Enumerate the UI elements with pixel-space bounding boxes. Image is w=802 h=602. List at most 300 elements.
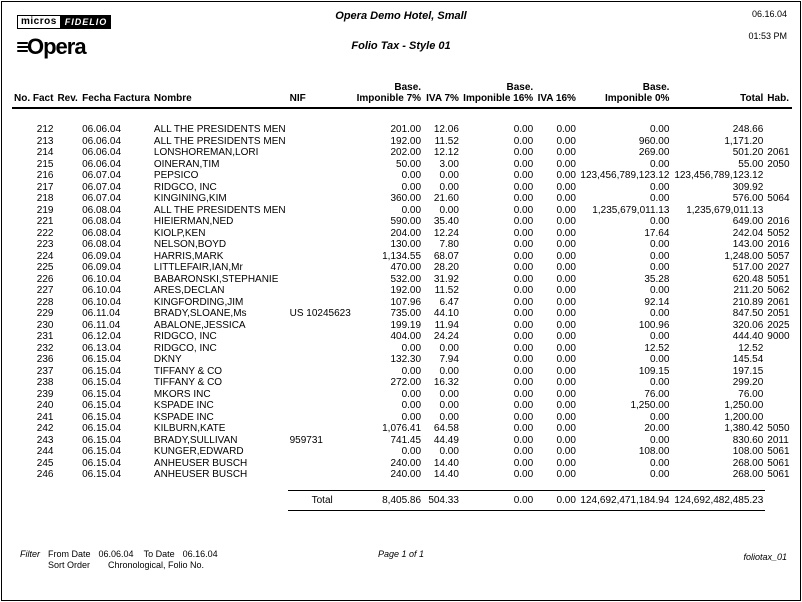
table-cell: 197.15 <box>732 365 764 377</box>
sort-order-label: Sort Order <box>48 560 91 570</box>
table-cell: 1,134.55 <box>382 250 422 262</box>
table-cell: MKORS INC <box>153 388 211 400</box>
table-cell: 06.09.04 <box>82 262 122 273</box>
table-cell: BRADY,SLOANE,Ms <box>153 308 247 319</box>
table-row <box>12 262 792 274</box>
table-cell: 44.10 <box>433 308 459 319</box>
table-cell: 12.24 <box>433 227 459 239</box>
table-cell <box>288 216 354 228</box>
table-cell: 06.06.04 <box>82 158 122 170</box>
table-cell <box>55 400 80 412</box>
table-cell: 68.07 <box>433 250 459 262</box>
column-header: Base. <box>642 82 670 93</box>
table-cell <box>765 412 792 424</box>
table-cell: 0.00 <box>439 181 459 193</box>
table-cell: 959731 <box>289 434 323 446</box>
spacer-cell <box>288 481 354 491</box>
table-cell <box>288 159 354 171</box>
table-cell <box>55 458 80 470</box>
total-cell: 8,405.86 <box>354 490 424 510</box>
table-cell: HARRIS,MARK <box>153 250 224 262</box>
total-cell: 504.33 <box>423 490 461 510</box>
table-row <box>12 389 792 401</box>
table-cell: KINGINING,KIM <box>153 193 227 204</box>
table-cell: 0.00 <box>513 377 534 388</box>
table-cell: 0.00 <box>556 388 576 400</box>
table-cell: RIDGCO, INC <box>153 331 217 342</box>
table-cell: 76.00 <box>738 388 764 400</box>
table-cell <box>55 285 80 297</box>
column-header <box>423 82 461 93</box>
table-cell: 532.00 <box>390 273 422 285</box>
table-cell: 2061 <box>767 296 790 308</box>
table-cell: 0.00 <box>556 158 576 170</box>
table-cell: 246 <box>36 469 54 480</box>
table-cell: 210.89 <box>732 296 764 308</box>
table-cell: BRADY,SULLIVAN <box>153 434 238 446</box>
column-header: No. Fact <box>12 93 55 108</box>
table-cell <box>288 170 354 182</box>
to-date-value: 06.16.04 <box>182 549 218 559</box>
table-cell: ANHEUSER BUSCH <box>153 469 248 480</box>
table-cell: 0.00 <box>556 147 576 158</box>
table-cell: 0.00 <box>439 170 459 181</box>
column-header <box>765 82 792 93</box>
table-cell: ALL THE PRESIDENTS MEN <box>153 135 286 147</box>
table-row <box>12 228 792 240</box>
table-cell: 06.15.04 <box>82 400 122 411</box>
table-cell: 241 <box>36 411 54 423</box>
table-cell: 0.00 <box>556 135 576 147</box>
table-cell: 590.00 <box>390 216 422 227</box>
table-cell: 132.30 <box>390 354 422 365</box>
table-cell: RIDGCO, INC <box>153 342 217 354</box>
table-cell: 2025 <box>767 319 790 331</box>
table-cell: 216 <box>36 170 54 181</box>
table-cell: 11.94 <box>434 319 459 331</box>
table-cell: 0.00 <box>401 204 422 216</box>
table-cell: 0.00 <box>513 147 534 158</box>
total-cell <box>80 490 152 510</box>
table-cell: 649.00 <box>732 216 764 227</box>
table-cell <box>765 170 792 182</box>
table-cell: 76.00 <box>644 388 670 400</box>
table-cell: 14.40 <box>433 457 459 469</box>
table-cell: 0.00 <box>513 388 534 400</box>
table-row <box>12 82 792 93</box>
table-cell: 109.15 <box>638 365 670 377</box>
table-cell <box>55 274 80 286</box>
table-cell: 847.50 <box>732 308 764 319</box>
table-cell: 0.00 <box>513 365 534 377</box>
table-cell: 108.00 <box>638 446 670 457</box>
table-cell: 0.00 <box>556 308 576 319</box>
column-header: Rev. <box>55 93 80 108</box>
table-row <box>12 205 792 217</box>
table-cell: 2061 <box>767 147 790 158</box>
table-cell: 50.00 <box>396 158 422 170</box>
table-cell: 272.00 <box>390 377 422 388</box>
table-row <box>12 239 792 251</box>
table-cell <box>55 354 80 366</box>
table-cell: 0.00 <box>649 262 670 273</box>
table-cell: 309.92 <box>732 181 764 193</box>
table-cell: 0.00 <box>649 285 670 296</box>
from-date-value: 06.06.04 <box>98 549 134 559</box>
table-cell: 06.08.04 <box>82 239 122 250</box>
table-cell: 0.00 <box>556 365 576 377</box>
table-cell: LITTLEFAIR,IAN,Mr <box>153 262 243 273</box>
table-cell: 218 <box>36 193 54 204</box>
table-cell <box>288 400 354 412</box>
table-cell: 243 <box>36 434 54 446</box>
table-cell: 1,171.20 <box>724 135 764 147</box>
table-cell: 0.00 <box>513 469 534 480</box>
sort-order-line <box>48 560 218 571</box>
table-cell <box>288 412 354 424</box>
table-cell: 735.00 <box>390 308 422 319</box>
table-cell: 5061 <box>767 457 790 469</box>
table-cell: 228 <box>36 296 54 308</box>
table-cell: ABALONE,JESSICA <box>153 319 246 331</box>
table-cell: 0.00 <box>513 227 534 239</box>
spacer-cell <box>354 481 424 491</box>
table-cell <box>288 182 354 194</box>
table-cell <box>55 320 80 332</box>
table-cell: 404.00 <box>390 331 422 342</box>
table-cell: 230 <box>36 319 54 331</box>
table-cell: 320.06 <box>732 319 764 331</box>
table-cell <box>288 354 354 366</box>
table-cell: 229 <box>36 308 54 319</box>
table-cell: 0.00 <box>401 170 422 181</box>
micros-logo-text: micros <box>17 15 61 29</box>
table-cell: 0.00 <box>513 193 534 204</box>
table-row <box>12 93 792 108</box>
table-cell: 123,456,789,123.12 <box>580 170 670 181</box>
table-row <box>12 423 792 435</box>
table-cell: 238 <box>36 377 54 388</box>
table-cell <box>55 205 80 217</box>
table-cell <box>765 366 792 378</box>
table-cell: 225 <box>36 262 54 273</box>
column-header: Imponible 7% <box>354 93 424 108</box>
table-cell: 0.00 <box>439 388 459 400</box>
total-cell: 0.00 <box>535 490 578 510</box>
table-cell: 7.94 <box>439 354 459 365</box>
spacer-cell <box>80 481 152 491</box>
table-cell <box>288 228 354 240</box>
table-cell <box>55 251 80 263</box>
table-cell: 0.00 <box>556 273 576 285</box>
table-cell: 2051 <box>767 308 790 319</box>
table-cell: 0.00 <box>556 204 576 216</box>
table-cell: 17.64 <box>644 227 670 239</box>
table-cell <box>288 108 354 136</box>
table-row <box>12 147 792 159</box>
table-cell <box>55 182 80 194</box>
table-cell: 0.00 <box>556 400 576 411</box>
table-cell: 248.66 <box>732 124 764 135</box>
table-cell: 0.00 <box>556 446 576 457</box>
table-cell: 0.00 <box>439 365 459 377</box>
table-cell: 299.20 <box>732 377 764 388</box>
total-row <box>12 490 792 510</box>
column-header <box>288 82 354 93</box>
total-cell <box>765 490 792 510</box>
table-cell: TIFFANY & CO <box>153 377 223 388</box>
table-cell <box>55 331 80 343</box>
table-cell: 0.00 <box>649 469 670 480</box>
table-cell: 0.00 <box>556 181 576 193</box>
table-cell: KSPADE INC <box>153 400 214 411</box>
table-cell: 06.13.04 <box>82 342 122 354</box>
table-row <box>12 285 792 297</box>
table-cell: 1,380.42 <box>724 423 764 434</box>
table-cell: 06.08.04 <box>82 227 122 239</box>
table-cell: 224 <box>36 250 54 262</box>
table-cell: 11.52 <box>434 285 459 296</box>
table-cell: 12.06 <box>433 124 459 135</box>
table-row <box>12 377 792 389</box>
table-cell <box>288 458 354 470</box>
table-cell: 35.28 <box>644 273 670 285</box>
table-cell: 1,076.41 <box>382 423 422 434</box>
table-cell <box>55 423 80 435</box>
table-cell: 192.00 <box>390 135 422 147</box>
table-cell: OINERAN,TIM <box>153 158 220 170</box>
table-head <box>12 82 792 108</box>
table-cell: 0.00 <box>401 342 422 354</box>
table-cell: 0.00 <box>439 411 459 423</box>
table-cell: 06.07.04 <box>82 193 122 204</box>
report-id: foliotax_01 <box>743 552 787 562</box>
table-cell: 7.80 <box>439 239 459 250</box>
table-row <box>12 182 792 194</box>
from-date-label: From Date <box>48 549 91 559</box>
column-header: Hab. <box>765 93 792 108</box>
column-header: Total <box>671 93 765 108</box>
table-cell <box>288 377 354 389</box>
table-cell: ALL THE PRESIDENTS MEN <box>153 204 286 216</box>
table-cell: 31.92 <box>433 273 459 285</box>
table-cell <box>55 170 80 182</box>
table-body <box>12 108 792 481</box>
table-cell: 06.06.04 <box>82 147 122 158</box>
table-cell: 55.00 <box>738 158 764 170</box>
table-cell: 0.00 <box>513 216 534 227</box>
table-cell: 06.08.04 <box>82 204 122 216</box>
table-cell: 0.00 <box>513 239 534 250</box>
table-cell: 06.15.04 <box>82 365 122 377</box>
table-cell: 0.00 <box>513 446 534 457</box>
table-cell: 470.00 <box>390 262 422 273</box>
table-cell: 06.15.04 <box>82 457 122 469</box>
table-cell: 06.08.04 <box>82 216 122 227</box>
table-row <box>12 481 792 491</box>
table-cell: 6.47 <box>439 296 459 308</box>
table-cell <box>765 182 792 194</box>
column-header <box>80 82 152 93</box>
table-cell <box>765 205 792 217</box>
table-cell: 100.96 <box>638 319 670 331</box>
table-cell <box>288 251 354 263</box>
table-row <box>12 446 792 458</box>
table-cell: 0.00 <box>513 181 534 193</box>
table-cell: 0.00 <box>513 158 534 170</box>
table-cell: 0.00 <box>556 262 576 273</box>
table-cell: 0.00 <box>439 446 459 457</box>
table-cell <box>288 320 354 332</box>
table-cell: US 10245623 <box>289 308 351 319</box>
folio-tax-table <box>12 82 792 511</box>
table-row <box>12 108 792 136</box>
table-cell: 242 <box>36 423 54 434</box>
table-cell: 0.00 <box>513 250 534 262</box>
table-cell: 960.00 <box>638 135 670 147</box>
table-cell: 14.40 <box>433 469 459 480</box>
column-header <box>535 82 578 93</box>
table-row <box>12 412 792 424</box>
table-cell: 0.00 <box>556 423 576 434</box>
table-cell <box>765 343 792 355</box>
table-row <box>12 170 792 182</box>
table-cell: 06.11.04 <box>82 319 121 331</box>
table-cell: 2016 <box>767 216 790 227</box>
table-row <box>12 400 792 412</box>
table-cell: 741.45 <box>390 434 422 446</box>
column-header: IVA 16% <box>535 93 578 108</box>
column-header: Imponible 0% <box>578 93 671 108</box>
table-row <box>12 216 792 228</box>
print-date: 06.16.04 <box>751 9 787 19</box>
table-foot <box>12 481 792 511</box>
table-cell <box>288 423 354 435</box>
table-cell <box>55 366 80 378</box>
table-cell: 0.00 <box>556 216 576 227</box>
table-cell: 192.00 <box>390 285 422 296</box>
table-cell <box>55 412 80 424</box>
table-cell: 1,250.00 <box>630 400 670 411</box>
table-cell <box>288 274 354 286</box>
table-cell: 0.00 <box>513 342 534 354</box>
table-cell <box>55 377 80 389</box>
table-cell: 0.00 <box>556 411 576 423</box>
table-cell: 0.00 <box>513 457 534 469</box>
table-cell: 143.00 <box>732 239 764 250</box>
table-cell: 0.00 <box>556 124 576 135</box>
table-cell <box>288 366 354 378</box>
total-cell: 0.00 <box>461 490 535 510</box>
total-cell <box>152 490 288 510</box>
table-cell: KUNGER,EDWARD <box>153 446 244 457</box>
table-cell: 0.00 <box>513 331 534 342</box>
table-cell: 0.00 <box>556 250 576 262</box>
spacer-cell <box>461 481 535 491</box>
table-row <box>12 458 792 470</box>
table-cell: BABARONSKI,STEPHANIE <box>153 273 279 285</box>
table-cell: 5061 <box>767 446 790 457</box>
table-cell: 236 <box>36 354 54 365</box>
spacer-cell <box>152 481 288 491</box>
table-cell: 239 <box>36 388 54 400</box>
table-cell: 576.00 <box>732 193 764 204</box>
table-cell: 06.11.04 <box>82 308 121 319</box>
table-cell <box>288 285 354 297</box>
table-cell: 231 <box>36 331 54 342</box>
table-cell: 35.40 <box>433 216 459 227</box>
table-row <box>12 297 792 309</box>
fidelio-logo-text: FIDELIO <box>61 15 112 29</box>
table-cell <box>288 469 354 481</box>
spacer-cell <box>535 481 578 491</box>
table-cell: 06.15.04 <box>82 388 122 400</box>
table-cell <box>288 331 354 343</box>
column-header <box>152 82 288 93</box>
table-cell <box>55 147 80 159</box>
table-cell: 360.00 <box>390 193 422 204</box>
total-cell <box>55 490 80 510</box>
table-cell: 0.00 <box>556 342 576 354</box>
table-cell <box>765 136 792 148</box>
table-cell: 245 <box>36 457 54 469</box>
table-cell: 1,250.00 <box>724 400 764 411</box>
table-cell: 28.20 <box>433 262 459 273</box>
table-cell: 0.00 <box>439 400 459 411</box>
print-time: 01:53 PM <box>748 31 787 41</box>
table-cell <box>55 136 80 148</box>
table-row <box>12 354 792 366</box>
table-cell: 5050 <box>767 423 790 434</box>
spacer-cell <box>765 481 792 491</box>
column-header: Fecha Factura <box>80 93 152 108</box>
table-cell: 108.00 <box>732 446 764 457</box>
table-cell: 0.00 <box>513 423 534 434</box>
table-cell: ALL THE PRESIDENTS MEN <box>153 124 286 135</box>
table-cell: 0.00 <box>649 216 670 227</box>
table-cell: 0.00 <box>513 411 534 423</box>
table-cell: 232 <box>36 342 54 354</box>
table-cell: KIOLP,KEN <box>153 227 206 239</box>
column-header: IVA 7% <box>423 93 461 108</box>
table-cell <box>55 159 80 171</box>
table-cell: 213 <box>36 135 54 147</box>
table-cell: 06.06.04 <box>82 124 122 135</box>
table-cell <box>288 446 354 458</box>
table-cell: 06.07.04 <box>82 170 122 181</box>
table-row <box>12 193 792 205</box>
table-cell: 24.24 <box>433 331 459 342</box>
table-cell: 223 <box>36 239 54 250</box>
table-cell: 517.00 <box>732 262 764 273</box>
table-cell: RIDGCO, INC <box>153 181 217 193</box>
table-cell: 06.10.04 <box>82 296 122 308</box>
table-cell: 0.00 <box>556 227 576 239</box>
table-cell <box>55 216 80 228</box>
table-cell: 0.00 <box>401 181 422 193</box>
table-cell: 0.00 <box>556 469 576 480</box>
table-cell: 06.09.04 <box>82 250 122 262</box>
table-cell: KILBURN,KATE <box>153 423 226 434</box>
table-cell: 269.00 <box>638 147 670 158</box>
table-cell: 0.00 <box>401 388 422 400</box>
table-cell: 202.00 <box>390 147 422 158</box>
table-cell: 0.00 <box>649 181 670 193</box>
table-cell <box>55 228 80 240</box>
table-cell: 0.00 <box>513 273 534 285</box>
table-cell: 06.10.04 <box>82 273 122 285</box>
table-cell: 237 <box>36 365 54 377</box>
